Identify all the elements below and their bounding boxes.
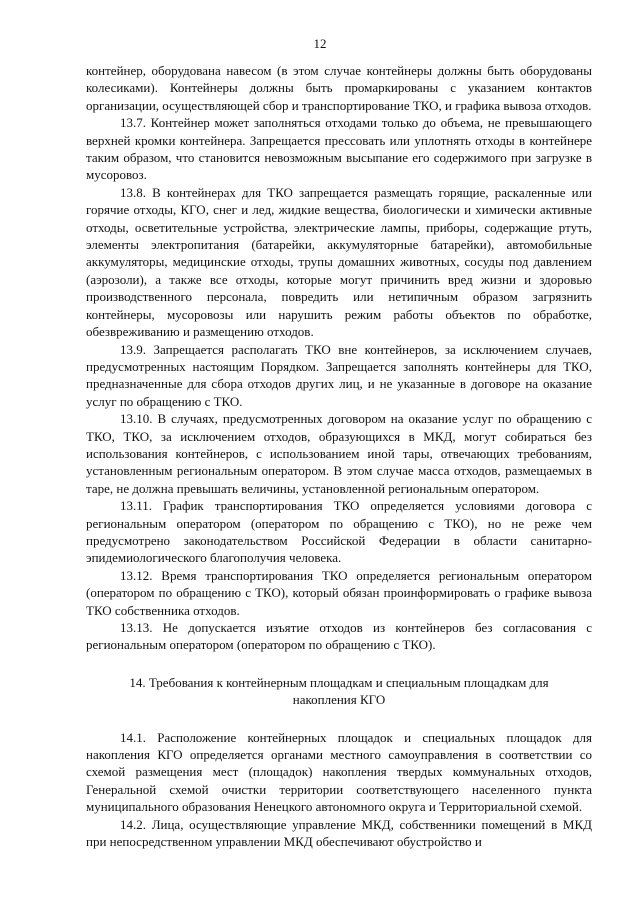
paragraph-13-11: 13.11. График транспортирования ТКО определяется условиями договора с региональным оператором (оператором по обращению с ТКО), но не реже чем предусмотрено законодательством Российской Федерации в области санитарно-эпидемиологического благополучия человека. xyxy=(86,498,592,566)
section-heading-14 xyxy=(86,674,592,709)
paragraph-13-8: 13.8. В контейнерах для ТКО запрещается размещать горящие, раскаленные или горячие отходы, КГО, снег и лед, жидкие вещества, биологически и химически активные отходы, осветительные устройства, электрические лампы, приборы, содержащие ртуть, элементы электропитания (батарейки, аккумуляторные батарейки), автомобильные аккумуляторы, медицинские отходы, трупы домашних животных, сосуды под давлением (аэрозоли), а также все отходы, которые могут причинить вред жизни и здоровью производственного персонала, повредить или нетипичным образом загрязнить контейнеры, мусоровозы или нарушить режим работы объектов по обработке, обезвреживанию и размещению отходов. xyxy=(86,184,592,340)
paragraph-13-7: 13.7. Контейнер может заполняться отходами только до объема, не превышающего верхней кромки контейнера. Запрещается прессовать или уплотнять отходы в контейнере таким образом, что становится невозможным высыпание его содержимого при загрузке в мусоровоз. xyxy=(86,115,592,183)
paragraph-14-2: 14.2. Лица, осуществляющие управление МКД, собственники помещений в МКД при непосредственном управлении МКД обеспечивают обустройство и xyxy=(86,816,592,850)
paragraph-13-13: 13.13. Не допускается изъятие отходов из контейнеров без согласования с региональным оператором (оператором по обращению с ТКО). xyxy=(86,620,592,653)
paragraph-continuation: контейнер, оборудована навесом (в этом случае контейнеры должны быть оборудованы колесиками). Контейнеры должны быть промаркированы с указанием контактов организации, осуществляющей сбор и транспортирование ТКО, и графика вывоза отходов. xyxy=(86,63,592,113)
paragraph-13-9: 13.9. Запрещается располагать ТКО вне контейнеров, за исключением случаев, предусмотренных настоящим Порядком. Запрещается заполнять контейнеры для ТКО, предназначенные для сбора отходов других лиц, и не указанные в договоре на оказание услуг по обращению с ТКО. xyxy=(86,341,592,409)
paragraph-14-1: 14.1. Расположение контейнерных площадок и специальных площадок для накопления КГО определяется органами местного самоуправления в соответствии со схемой размещения мест (площадок) накопления твердых коммунальных отходов, Генеральной схемой очистки территории соответствующего населенного пункта муниципального образования Ненецкого автономного округа и Территориальной схемой. xyxy=(86,729,592,815)
paragraph-13-12: 13.12. Время транспортирования ТКО определяется региональным оператором (оператором по обращению с ТКО), который обязан проинформировать о графике вывоза ТКО собственника отходов. xyxy=(86,567,592,618)
page-number: 12 xyxy=(313,36,327,51)
document-body xyxy=(86,62,592,850)
section-heading-line-1: 14. Требования к контейнерным площадкам и специальным площадкам для xyxy=(129,674,549,690)
paragraph-13-10: 13.10. В случаях, предусмотренных договором на оказание услуг по обращению с ТКО, ТКО, за исключением отходов, образующихся в МКД, могут собираться без использования контейнеров, с использованием иной тары, отвечающих требованиям, установленным региональным оператором. В этом случае масса отходов, размещаемых в таре, не должна превышать величины, установленной региональным оператором. xyxy=(86,411,592,496)
section-heading-line-2: накопления КГО xyxy=(292,692,386,708)
